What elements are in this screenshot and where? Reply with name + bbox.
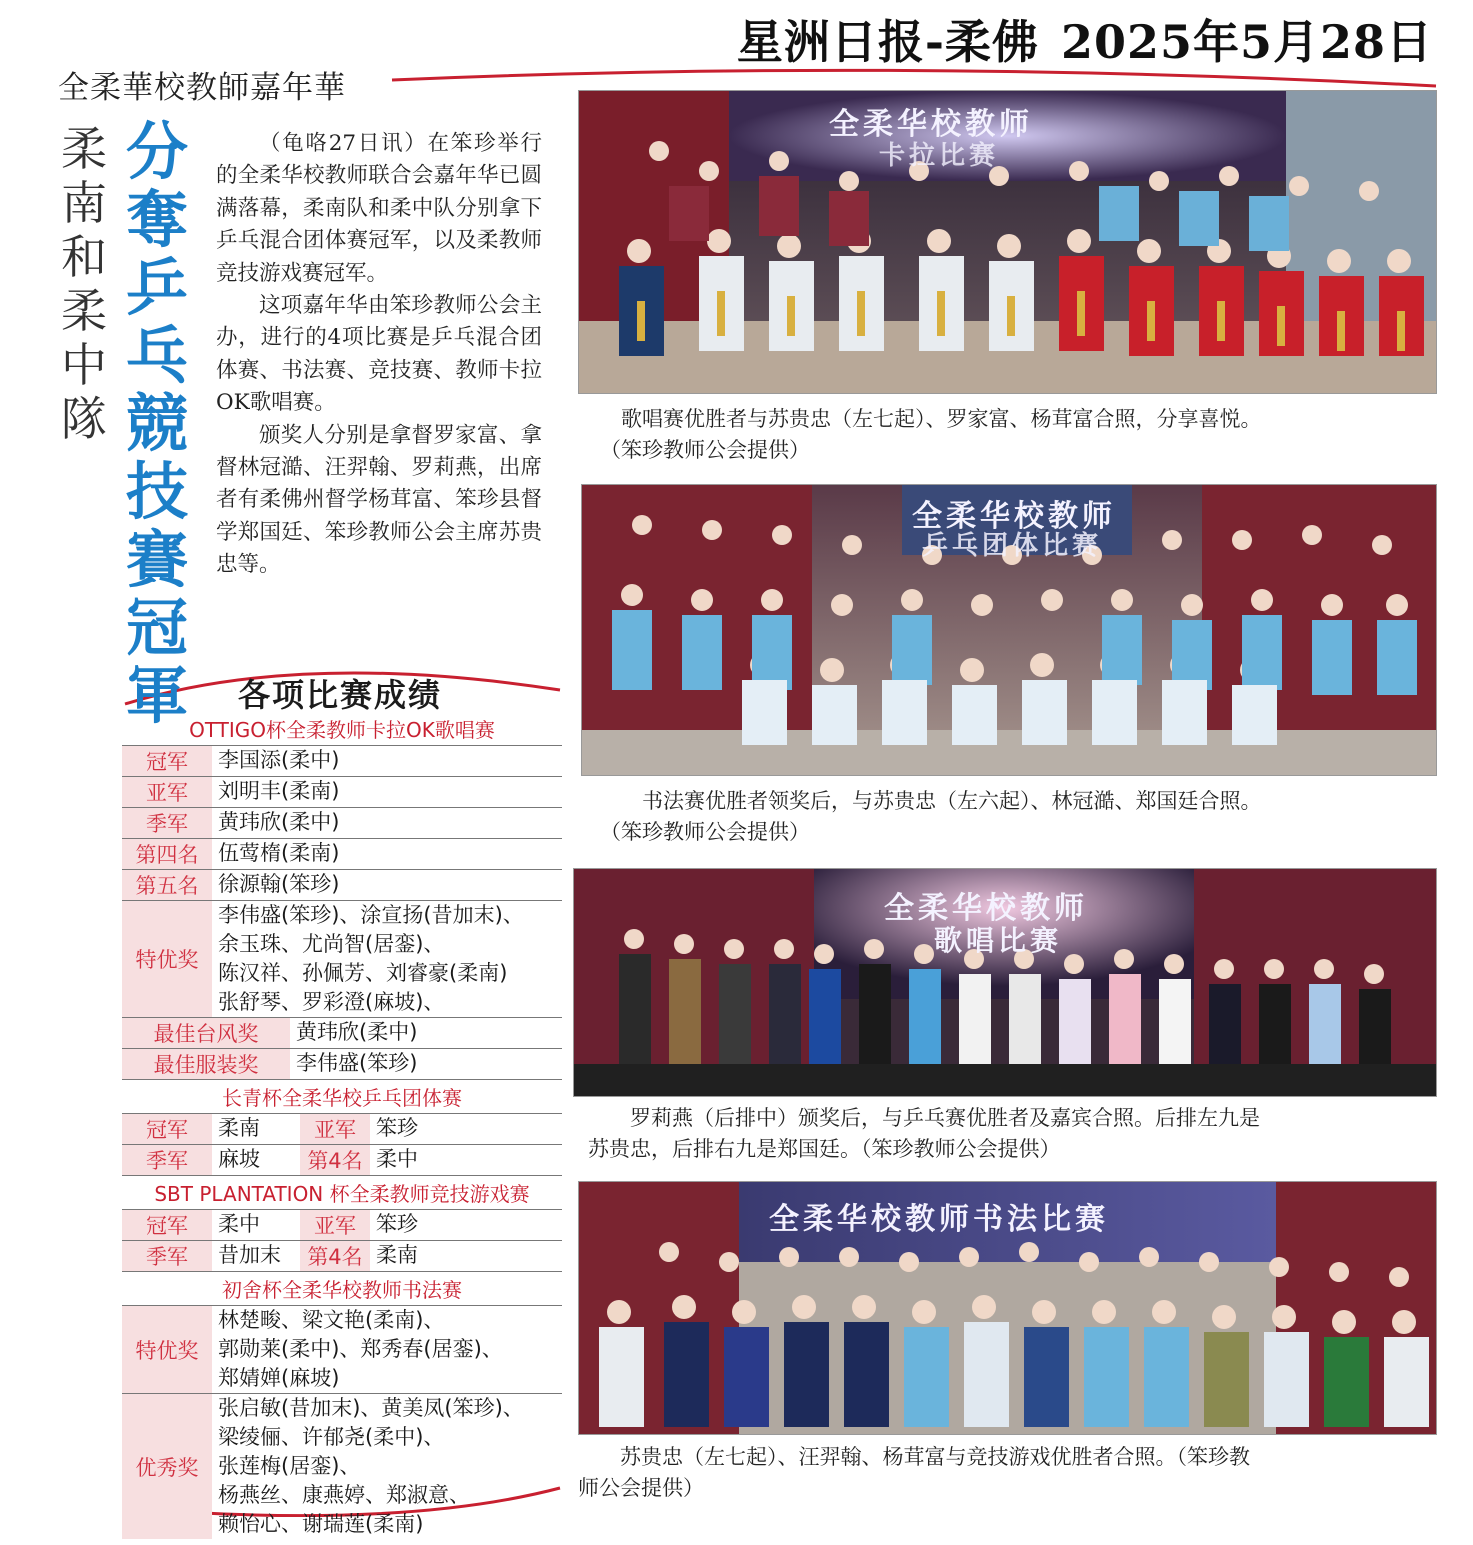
stage-banner-text: 全柔华校教师 — [884, 891, 1088, 926]
caption-line: 书法赛优胜者领奖后，与苏贵忠（左六起）、林冠澔、郑国廷合照。 — [642, 789, 1262, 813]
stage-banner-text: 全柔华校教师 — [912, 499, 1116, 534]
winner-name: 伍莺楕(柔南) — [218, 841, 340, 865]
photo-caption — [588, 1103, 1260, 1165]
team-name: 柔南 — [376, 1243, 418, 1267]
rank-label: 最佳服装奖 — [122, 1049, 290, 1079]
table-row — [122, 808, 562, 839]
team-name: 笨珍 — [376, 1116, 418, 1140]
winner-name: 李伟盛(笨珍) — [296, 1051, 418, 1075]
rank-label: 季军 — [122, 808, 212, 838]
team-name: 麻坡 — [218, 1147, 260, 1171]
winner-names — [212, 901, 562, 1017]
headline-sub: 柔南和柔中隊 — [61, 122, 107, 446]
rank-label: 亚军 — [300, 1114, 370, 1144]
photo-caption — [578, 1442, 1250, 1504]
caption-line: 苏贵忠，后排右九是郑国廷。（笨珍教师公会提供） — [588, 1137, 1061, 1161]
team-name: 昔加末 — [218, 1243, 281, 1267]
winner-line: 郭勋莱(柔中)、郑秀春(居銮)、 — [218, 1337, 503, 1361]
group-photo-singing — [578, 90, 1437, 394]
rank-label: 亚军 — [300, 1210, 370, 1240]
rank-label: 特优奖 — [122, 901, 212, 1017]
winner-names — [212, 1394, 562, 1539]
winner-name: 黄玮欣(柔中) — [296, 1020, 418, 1044]
winner-name: 徐源翰(笨珍) — [218, 872, 340, 896]
caption-line: 罗莉燕（后排中）颁奖后，与乒乓赛优胜者及嘉宾合照。后排左九是 — [630, 1106, 1260, 1130]
rank-label: 冠军 — [122, 1114, 212, 1144]
results-table — [122, 712, 562, 1539]
winner-name: 刘明丰(柔南) — [218, 779, 340, 803]
rank-label: 特优奖 — [122, 1306, 212, 1393]
table-row — [122, 1145, 562, 1176]
caption-line: （笨珍教师公会提供） — [600, 820, 810, 844]
caption-line: 歌唱赛优胜者与苏贵忠（左七起）、罗家富、杨茸富合照，分享喜悦。 — [621, 407, 1262, 431]
winner-line: 陈汉祥、孙佩芳、刘睿豪(柔南) — [218, 961, 508, 985]
rank-label: 最佳台风奖 — [122, 1018, 290, 1048]
table-row — [122, 870, 562, 901]
winner-line: 张莲梅(居銮)、 — [218, 1454, 361, 1478]
group-photo-calligraphy — [578, 1181, 1437, 1435]
photo-caption — [600, 404, 1262, 466]
masthead — [737, 6, 1433, 72]
group-photo-pingpong — [581, 484, 1437, 776]
winner-line: 张启敏(昔加末)、黄美凤(笨珍)、 — [218, 1396, 524, 1420]
team-name: 笨珍 — [376, 1212, 418, 1236]
paper-name: 星洲日报-柔佛 — [736, 15, 1039, 69]
stage-banner-text: 全柔华校教师书法比赛 — [769, 1202, 1109, 1237]
team-name: 柔南 — [218, 1116, 260, 1140]
headline-main: 分奪乒乓競技賽冠軍 — [125, 115, 188, 732]
team-name: 柔中 — [376, 1147, 418, 1171]
section-heading-pingpong: 长青杯全柔华校乒乓团体赛 — [122, 1080, 562, 1114]
article-paragraph: 颁奖人分别是拿督罗家富、拿督林冠澔、汪羿翰、罗莉燕，出席者有柔佛州督学杨茸富、笨珍县督学郑国廷、笨珍教师公会主席苏贵忠等。 — [216, 422, 542, 578]
photo-caption — [600, 786, 1262, 848]
winner-line: 林楚畯、梁文艳(柔南)、 — [218, 1308, 445, 1332]
winner-line: 张舒琴、罗彩澄(麻坡)、 — [218, 990, 445, 1014]
article-paragraph: （龟咯27日讯）在笨珍举行的全柔华校教师联合会嘉年华已圆满落幕，柔南队和柔中队分别拿下乒乓混合团体赛冠军，以及柔教师竞技游戏赛冠军。 — [216, 131, 542, 286]
table-row — [122, 839, 562, 870]
stage-banner-text: 歌唱比赛 — [934, 924, 1063, 957]
group-photo-karaoke — [573, 868, 1437, 1097]
winner-line: 梁绫俪、许郁尧(柔中)、 — [218, 1425, 445, 1449]
winner-names — [212, 1306, 562, 1393]
rank-label: 第五名 — [122, 870, 212, 900]
rank-label: 第四名 — [122, 839, 212, 869]
table-row — [122, 1018, 562, 1049]
winner-line: 余玉珠、尤尚智(居銮)、 — [218, 932, 445, 956]
stage-banner-text: 乒乓团体比赛 — [922, 531, 1103, 561]
table-row — [122, 777, 562, 808]
winner-name: 李国添(柔中) — [218, 748, 340, 772]
stage-banner-text: 全柔华校教师 — [829, 107, 1033, 142]
rank-label: 冠军 — [122, 1210, 212, 1240]
rank-label: 亚军 — [122, 777, 212, 807]
table-row — [122, 901, 562, 1018]
winner-line: 郑婧婵(麻坡) — [218, 1366, 340, 1390]
rank-label: 季军 — [122, 1241, 212, 1271]
article-paragraph: 这项嘉年华由笨珍教师公会主办，进行的4项比赛是乒乓混合团体赛、书法赛、竞技赛、教师卡拉OK歌唱赛。 — [216, 293, 542, 416]
caption-line: （笨珍教师公会提供） — [600, 438, 810, 462]
winner-line: 杨燕丝、康燕婷、郑淑意、 — [218, 1483, 470, 1507]
article-body — [216, 128, 542, 582]
section-heading-games: SBT PLANTATION 杯全柔教师竞技游戏赛 — [122, 1176, 562, 1210]
winner-line: 李伟盛(笨珍)、涂宣扬(昔加末)、 — [218, 903, 524, 927]
results-title: 各项比赛成绩 — [238, 676, 443, 714]
section-heading-karaoke: OTTIGO杯全柔教师卡拉OK歌唱赛 — [122, 712, 562, 746]
caption-line: 苏贵忠（左七起）、汪羿翰、杨茸富与竞技游戏优胜者合照。（笨珍教 — [620, 1445, 1250, 1469]
winner-line: 赖怡心、谢瑞莲(柔南) — [218, 1512, 424, 1536]
stage-banner-text: 卡拉比赛 — [879, 141, 1000, 171]
table-row — [122, 1306, 562, 1394]
rank-label: 季军 — [122, 1145, 212, 1175]
rank-label: 第4名 — [300, 1241, 370, 1271]
table-row — [122, 1049, 562, 1080]
section-heading-calligraphy: 初舍杯全柔华校教师书法赛 — [122, 1272, 562, 1306]
caption-line: 师公会提供） — [578, 1476, 704, 1500]
team-name: 柔中 — [218, 1212, 260, 1236]
rank-label: 冠军 — [122, 746, 212, 776]
table-row — [122, 1241, 562, 1272]
winner-name: 黄玮欣(柔中) — [218, 810, 340, 834]
section-kicker: 全柔華校教師嘉年華 — [58, 70, 346, 106]
issue-date: 2025年5月28日 — [1060, 15, 1433, 69]
table-row — [122, 1394, 562, 1539]
table-row — [122, 1114, 562, 1145]
rank-label: 第4名 — [300, 1145, 370, 1175]
table-row — [122, 746, 562, 777]
table-row — [122, 1210, 562, 1241]
rank-label: 优秀奖 — [122, 1394, 212, 1539]
